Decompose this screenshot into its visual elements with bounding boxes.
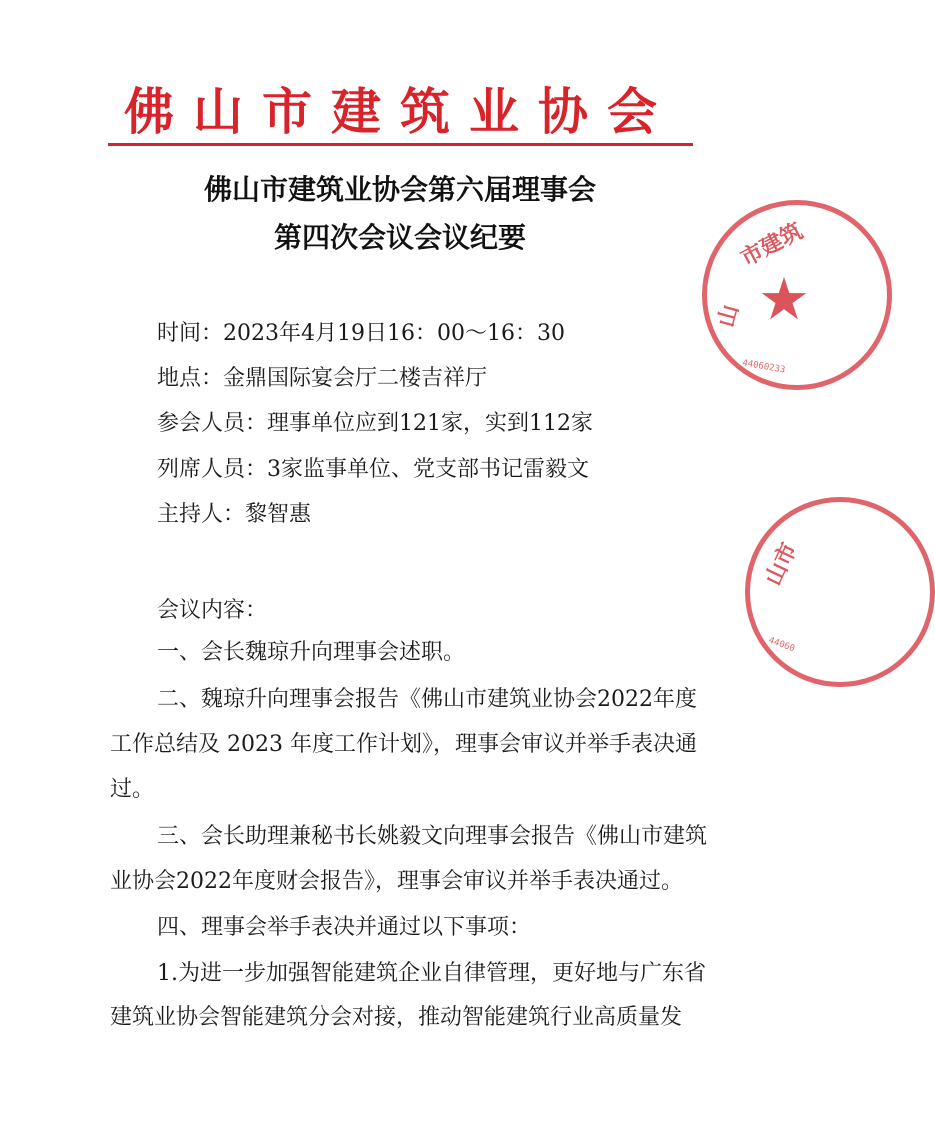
seal-star-icon: ★ <box>758 265 810 333</box>
meeting-place: 地点：金鼎国际宴会厅二楼吉祥厅 <box>157 366 488 391</box>
content-item-2-line2: 工作总结及 2023 年度工作计划》，理事会审议并举手表决通 <box>110 732 697 757</box>
seal-top-side-text: 山 <box>714 302 744 330</box>
content-item-2-line1: 二、魏琼升向理事会报告《佛山市建筑业协会2022年度 <box>157 687 697 712</box>
content-item-2-line3: 过。 <box>110 777 155 802</box>
seal-top-number: 44060233 <box>741 358 786 376</box>
seal-bottom-number: 44060 <box>767 635 796 655</box>
letterhead-divider <box>108 143 693 146</box>
document-title-line2: 第四次会议会议纪要 <box>273 221 526 254</box>
content-heading: 会议内容： <box>157 598 268 623</box>
content-sub-item-1-line1: 1.为进一步加强智能建筑企业自律管理，更好地与广东省 <box>157 961 706 986</box>
content-item-4: 四、理事会举手表决并通过以下事项： <box>157 915 532 940</box>
content-item-3-line1: 三、会长助理兼秘书长姚毅文向理事会报告《佛山市建筑 <box>157 824 708 849</box>
seal-top-arc-text: 市建筑 <box>736 218 807 272</box>
content-item-3-line2: 业协会2022年度财会报告》，理事会审议并举手表决通过。 <box>110 869 683 894</box>
content-item-1: 一、会长魏琼升向理事会述职。 <box>157 640 466 665</box>
seal-bottom-arc-text: 山市 <box>761 539 803 590</box>
meeting-host: 主持人：黎智惠 <box>157 502 312 527</box>
meeting-attendees: 参会人员：理事单位应到121家，实到112家 <box>157 411 593 436</box>
meeting-observers: 列席人员：3家监事单位、党支部书记雷毅文 <box>157 457 589 482</box>
meeting-time: 时间：2023年4月19日16：00～16：30 <box>157 321 565 346</box>
official-seal-bottom <box>745 497 935 687</box>
letterhead: 佛山市建筑业协会 <box>124 82 676 141</box>
document-title-line1: 佛山市建筑业协会第六届理事会 <box>203 173 596 206</box>
content-sub-item-1-line2: 建筑业协会智能建筑分会对接，推动智能建筑行业高质量发 <box>110 1005 683 1030</box>
